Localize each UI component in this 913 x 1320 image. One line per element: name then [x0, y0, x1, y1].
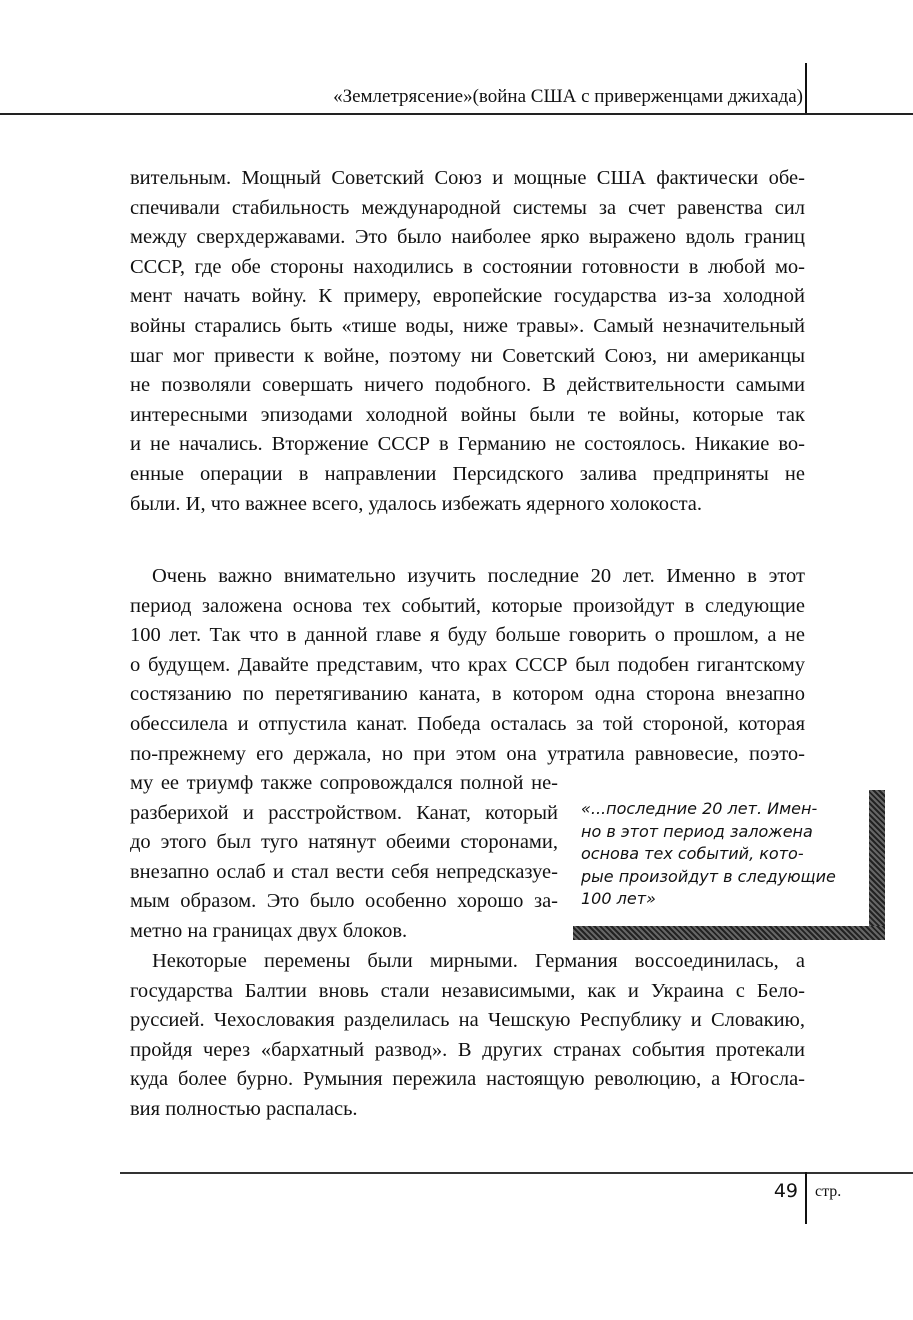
text-line: до этого был туго натянут обеими сторонами,: [130, 831, 558, 854]
paragraph-3: [130, 947, 805, 1125]
text-line: вия полностью распалась.: [130, 1097, 358, 1120]
quote-line: 100 лет»: [581, 889, 656, 908]
text-line: Очень важно внимательно изучить последние 20 лет. Именно в этот: [152, 565, 805, 587]
page-number: 49: [773, 1180, 798, 1202]
text-line: пройдя через «бархатный развод». В других странах события протекали: [130, 1038, 805, 1061]
text-line: период заложена основа тех событий, которые произойдут в следующие: [130, 594, 805, 617]
text-line: вительным. Мощный Советский Союз и мощные США фактически обе-: [130, 167, 805, 189]
text-line: метно на границах двух блоков.: [130, 919, 408, 942]
text-line: и не начались. Вторжение СССР в Германию не состоялось. Никакие во-: [130, 433, 805, 456]
running-header: «Землетрясение»(война США с приверженцами джихада): [333, 86, 803, 107]
text-line: руссией. Чехословакия разделилась на Чешскую Республику и Словакию,: [130, 1009, 805, 1032]
pull-quote-shadow: [573, 926, 885, 940]
text-line: внезапно ослаб и стал вести себя непредсказуе-: [130, 860, 558, 883]
quote-line: «...последние 20 лет. Имен-: [581, 799, 818, 818]
header-rule: [0, 113, 913, 115]
header-divider: [805, 63, 807, 115]
text-line: енные операции в направлении Персидского залива предприняты не: [130, 462, 805, 485]
paragraph-2-continued: [130, 769, 558, 947]
text-line: му ее триумф также сопровождался полной не-: [130, 772, 558, 794]
text-line: спечивали стабильность международной системы за счет равенства сил: [130, 196, 805, 219]
text-line: интересными эпизодами холодной войны были те войны, которые так: [130, 403, 805, 426]
text-line: куда более бурно. Румыния пережила настоящую революцию, а Югосла-: [130, 1068, 805, 1091]
paragraph-2: [130, 562, 805, 769]
text-line: СССР, где обе стороны находились в состоянии готовности в любой мо-: [130, 255, 805, 278]
text-line: мент начать войну. К примеру, европейские государства из-за холодной: [130, 285, 805, 308]
text-line: по-прежнему его держала, но при этом она утратила равновесие, поэто-: [130, 742, 805, 765]
text-line: обессилела и отпустила канат. Победа осталась за той стороной, которая: [130, 712, 805, 735]
text-line: шаг мог привести к войне, поэтому ни Советский Союз, ни американцы: [130, 344, 805, 367]
page-label: стр.: [815, 1183, 842, 1200]
pull-quote-shadow: [869, 790, 885, 940]
quote-line: рые произойдут в следующие: [581, 866, 836, 886]
pull-quote: [573, 794, 869, 924]
paragraph-1: [130, 164, 805, 519]
text-line: между сверхдержавами. Это было наиболее ярко выражено вдоль границ: [130, 226, 805, 249]
text-line: 100 лет. Так что в данной главе я буду больше говорить о прошлом, а не: [130, 624, 805, 647]
text-line: состязанию по перетягиванию каната, в котором одна сторона внезапно: [130, 683, 805, 706]
text-line: разберихой и расстройством. Канат, который: [130, 801, 558, 824]
text-line: государства Балтии вновь стали независимыми, как и Украина с Бело-: [130, 979, 805, 1002]
text-line: были. И, что важнее всего, удалось избежать ядерного холокоста.: [130, 492, 703, 515]
quote-line: но в этот период заложена: [581, 821, 813, 841]
text-line: войны старались быть «тише воды, ниже травы». Самый незначительный: [130, 314, 805, 337]
footer-divider: [805, 1172, 807, 1224]
text-line: не позволяли совершать ничего подобного. В действительности самыми: [130, 374, 805, 397]
text-line: мым образом. Это было особенно хорошо за-: [130, 890, 558, 913]
quote-line: основа тех событий, кото-: [581, 844, 804, 863]
text-line: о будущем. Давайте представим, что крах СССР был подобен гигантскому: [130, 653, 805, 676]
footer-rule: [120, 1172, 913, 1174]
text-line: Некоторые перемены были мирными. Германия воссоединилась, а: [152, 950, 805, 972]
